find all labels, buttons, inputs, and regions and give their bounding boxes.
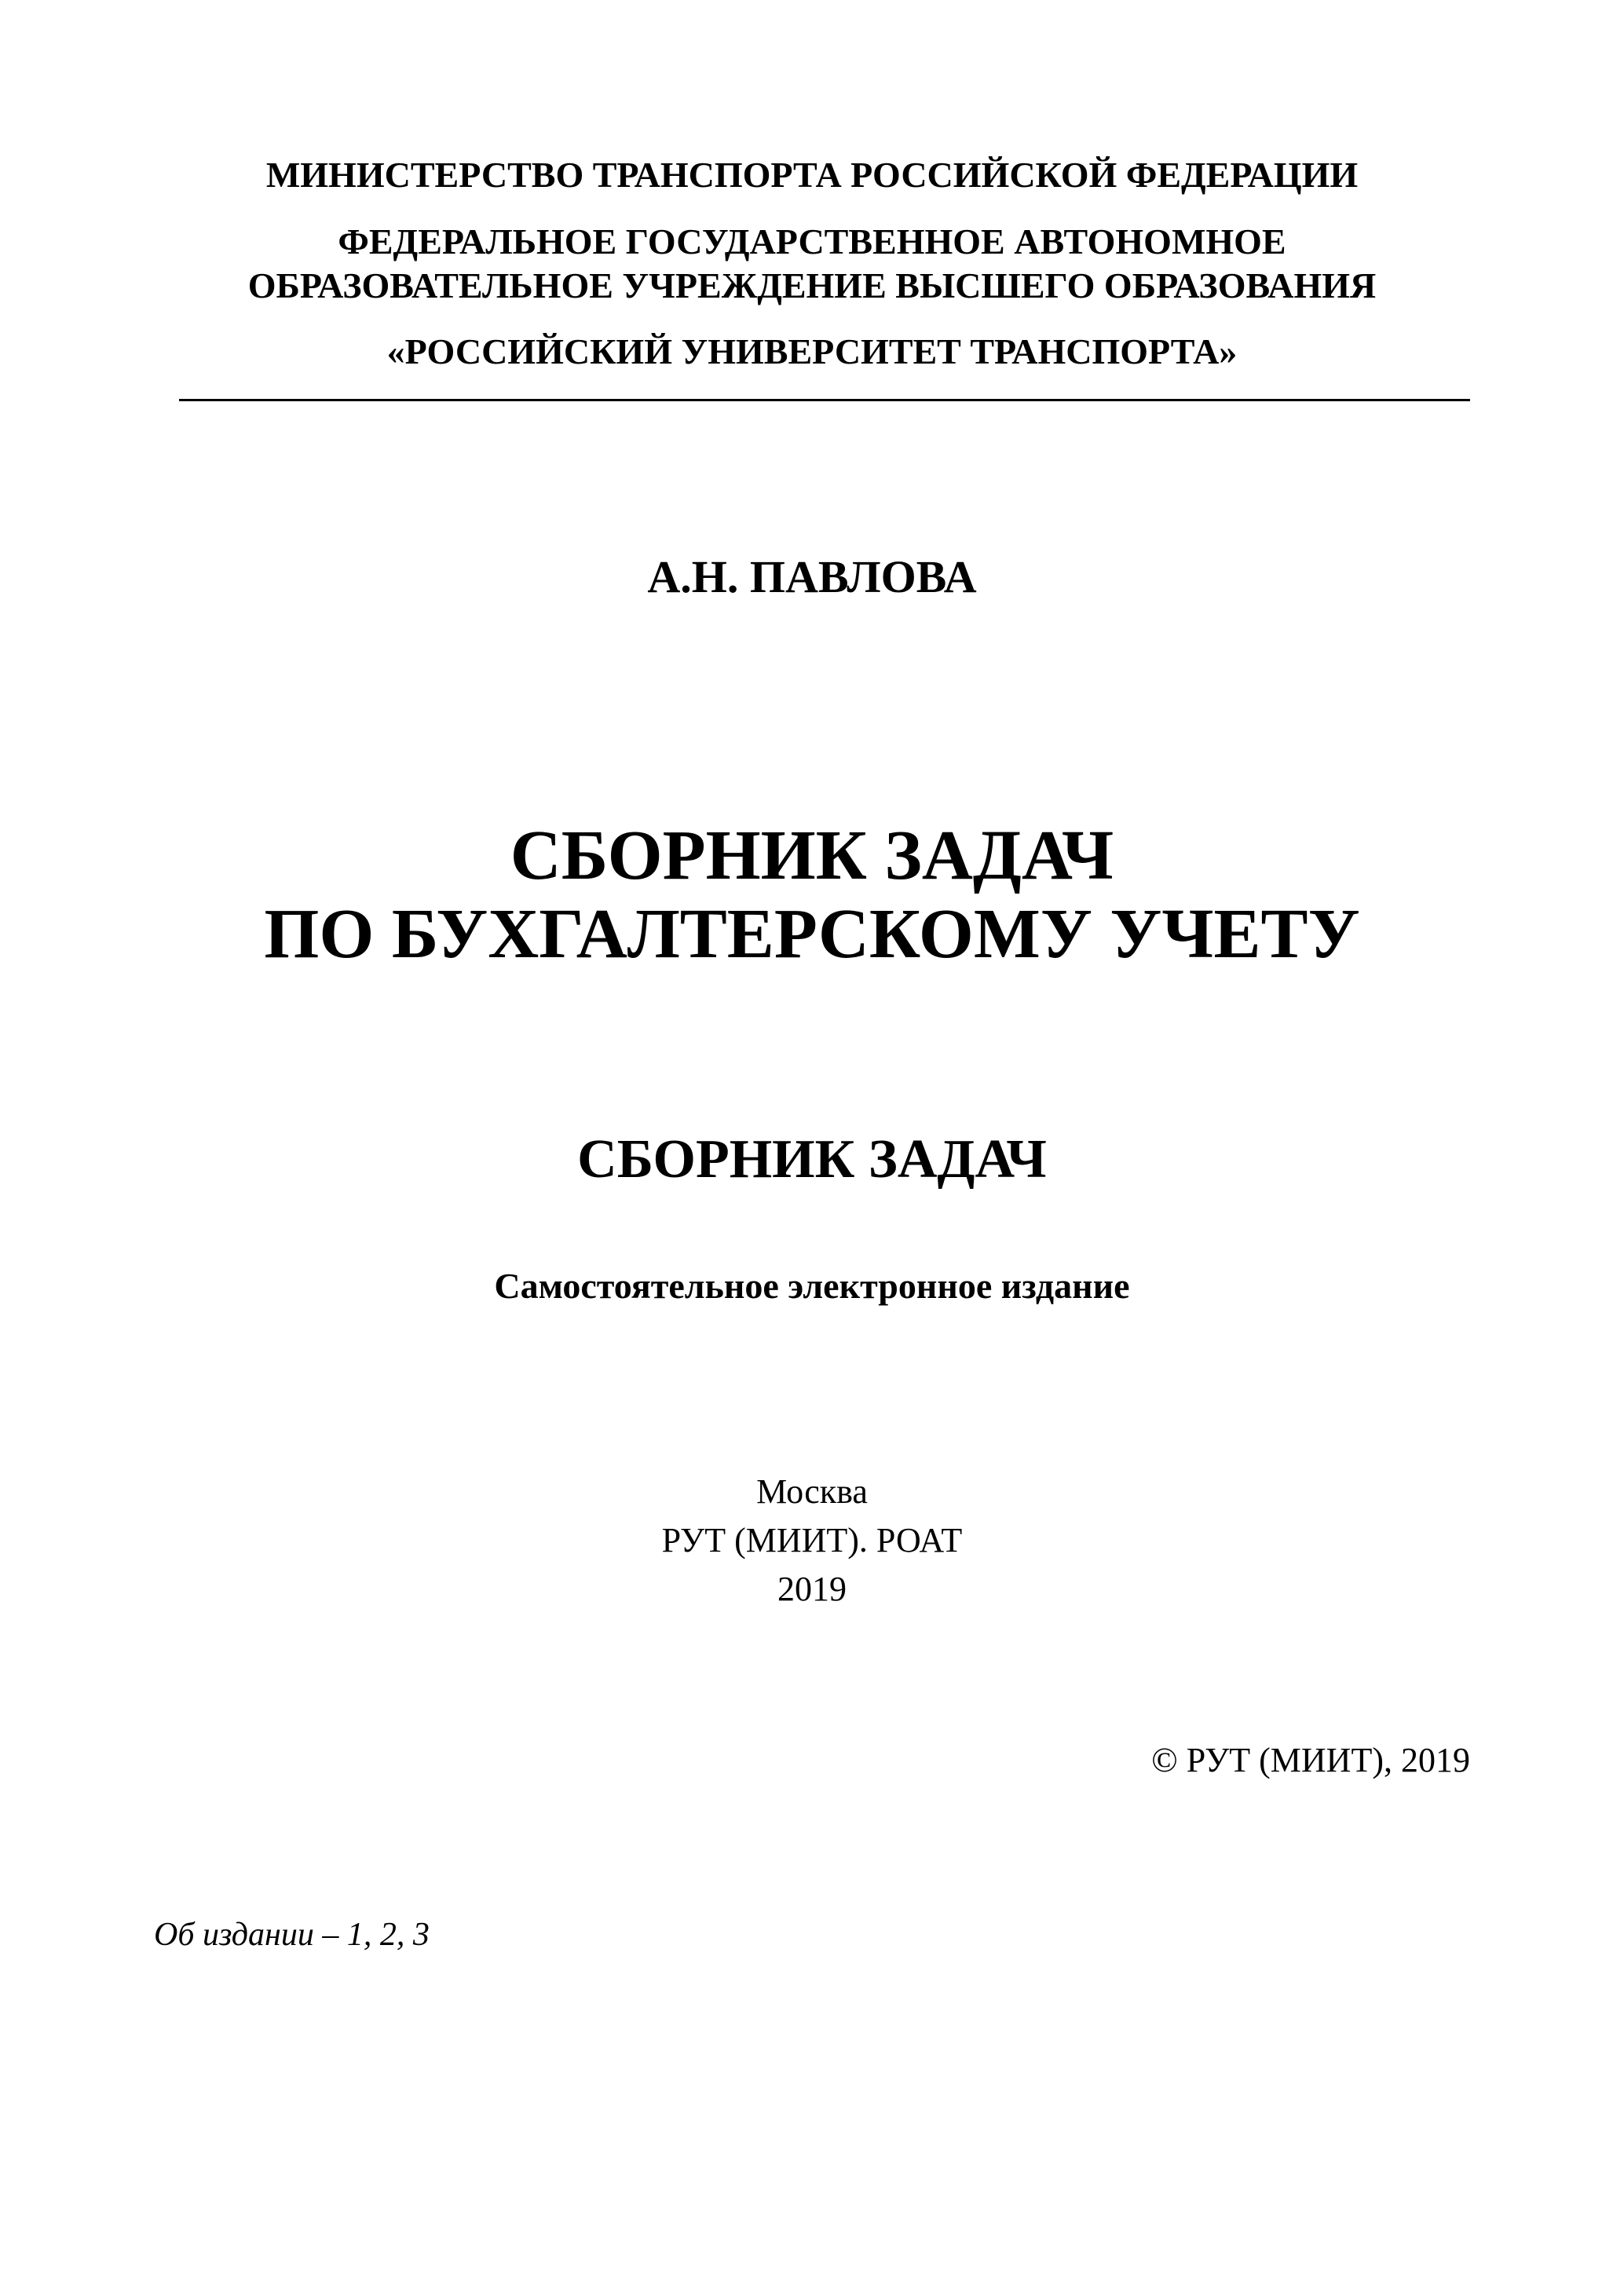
university-name: «РОССИЙСКИЙ УНИВЕРСИТЕТ ТРАНСПОРТА» (386, 331, 1238, 371)
book-title-line-1: СБОРНИК ЗАДАЧ (510, 817, 1114, 894)
imprint-year: 2019 (777, 1570, 847, 1608)
book-title-line-2: ПО БУХГАЛТЕРСКОМУ УЧЕТУ (264, 895, 1360, 973)
imprint-publisher: РУТ (МИИТ). РОАТ (661, 1521, 963, 1559)
header-divider (179, 399, 1470, 401)
edition-type: Самостоятельное электронное издание (494, 1266, 1130, 1306)
ministry-heading: МИНИСТЕРСТВО ТРАНСПОРТА РОССИЙСКОЙ ФЕДЕРАЦИИ (265, 155, 1359, 195)
about-edition-link[interactable]: Об издании – 1, 2, 3 (154, 1917, 430, 1953)
copyright-notice: © РУТ (МИИТ), 2019 (1151, 1741, 1470, 1779)
institution-heading-line-2: ОБРАЗОВАТЕЛЬНОЕ УЧРЕЖДЕНИЕ ВЫСШЕГО ОБРАЗОВАНИЯ (247, 265, 1377, 305)
imprint-city: Москва (756, 1472, 868, 1511)
publication-type: СБОРНИК ЗАДАЧ (577, 1129, 1047, 1190)
author-name: А.Н. ПАВЛОВА (647, 551, 977, 602)
institution-heading-line-1: ФЕДЕРАЛЬНОЕ ГОСУДАРСТВЕННОЕ АВТОНОМНОЕ (338, 221, 1286, 261)
